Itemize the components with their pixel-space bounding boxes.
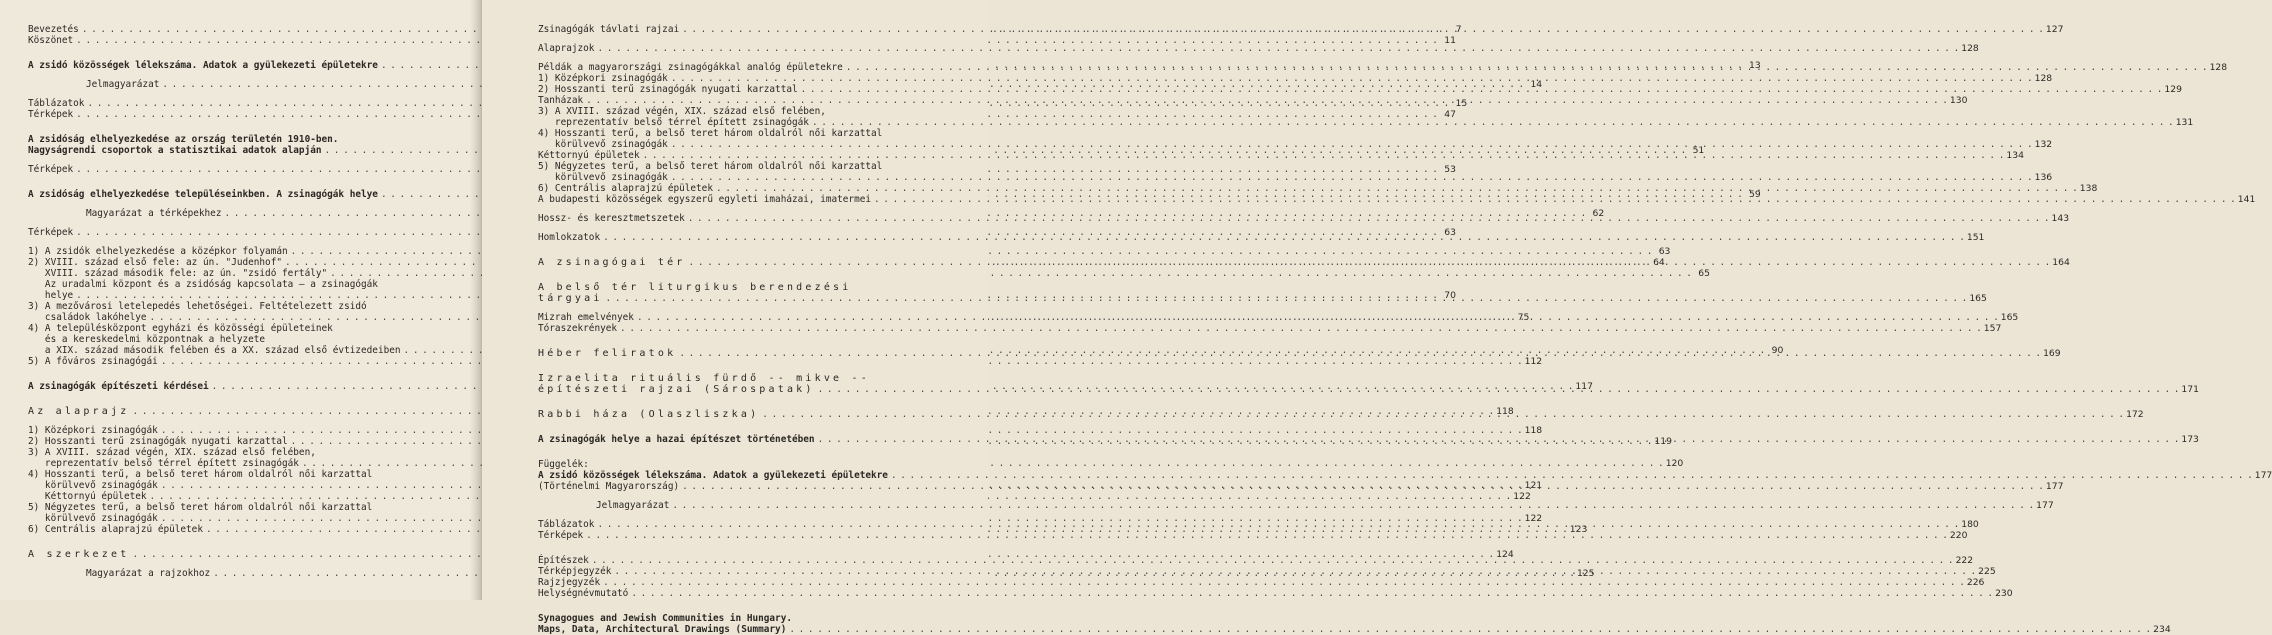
toc-line: és a kereskedelmi központnak a helyzete — [28, 334, 266, 345]
toc-entry[interactable]: A budapesti közösségek egyszerű egyleti imaházai, imatermei . . . 141 — [538, 194, 946, 205]
toc-entry[interactable]: Építészek . . . 222 — [538, 555, 946, 566]
toc-entry[interactable]: Példák a magyarországi zsinagógákkal analóg épületekre . . . 128 — [538, 62, 946, 73]
toc-entry[interactable]: Hossz- és keresztmetszetek . . . 143 — [538, 213, 946, 224]
toc-line: A belső tér liturgikus berendezési — [538, 282, 852, 293]
toc-entry[interactable]: körülvevő zsinagógák . . . 132 — [538, 139, 946, 150]
toc-entry[interactable]: Térképek . . . 63 — [28, 227, 416, 238]
toc-line: Izraelita rituális fürdő -- mikve -- — [538, 373, 870, 384]
toc-entry[interactable]: reprezentatív belső térrel épített zsinagógák . . . 131 — [538, 117, 946, 128]
toc-entry[interactable]: Alaprajzok . . . 128 — [538, 43, 946, 54]
toc-line: 4) Hosszanti terű, a belső teret három oldalról női karzattal — [538, 128, 883, 139]
toc-entry[interactable]: 6) Centrális alaprajzú épületek . . . 123 — [28, 524, 416, 535]
toc-entry[interactable]: 1) Középkori zsinagógák . . . 128 — [538, 73, 946, 84]
toc-entry[interactable]: körülvevő zsinagógák . . . 121 — [28, 480, 416, 491]
toc-entry[interactable]: Tóraszekrények . . . 157 — [538, 323, 946, 334]
toc-entry[interactable]: A zsidóság elhelyezkedése településeinkben. A zsinagógák helye . . . 59 — [28, 189, 416, 200]
toc-line: 4) A településközpont egyházi és közösségi épületeinek — [28, 323, 333, 334]
toc-entry[interactable]: Rajzjegyzék . . . 226 — [538, 577, 946, 588]
toc-entry[interactable]: 5) A főváros zsinagógái . . . 112 — [28, 356, 416, 367]
toc-entry[interactable]: Helységnévmutató . . . 230 — [538, 588, 946, 599]
toc-line: 5) Négyzetes terű, a belső teret három oldalról női karzattal — [538, 161, 883, 172]
toc-entry[interactable]: Térképek . . . 47 — [28, 109, 416, 120]
toc-line: Függelék: — [538, 459, 589, 470]
toc-entry[interactable]: Bevezetés . . . 7 — [28, 24, 416, 35]
toc-line: Az uradalmi központ és a zsidóság kapcsolata — a zsinagógák — [28, 279, 378, 290]
toc-entry[interactable]: körülvevő zsinagógák . . . 136 — [538, 172, 946, 183]
toc-entry[interactable]: A szerkezet . . . 124 — [28, 549, 416, 560]
toc-entry[interactable]: Héber feliratok . . . 169 — [538, 348, 946, 359]
toc-entry[interactable]: Homlokzatok . . . 151 — [538, 232, 946, 243]
toc-entry[interactable]: Térképek . . . 220 — [538, 530, 946, 541]
toc-entry[interactable]: Nagyságrendi csoportok a statisztikai adatok alapján . . . 51 — [28, 145, 416, 156]
toc-entry[interactable]: A zsinagógák helye a hazai építészet történetében . . . 173 — [538, 434, 946, 445]
toc-entry[interactable]: Magyarázat a rajzokhoz . . . 125 — [28, 568, 416, 579]
toc-entry[interactable]: 1) Középkori zsinagógák . . . 118 — [28, 425, 416, 436]
toc-entry[interactable]: körülvevő zsinagógák . . . 122 — [28, 513, 416, 524]
toc-entry[interactable]: 2) Hosszanti terű zsinagógák nyugati karzattal . . . 129 — [538, 84, 946, 95]
toc-entry[interactable]: a XIX. század második felében és a XX. század első évtizedeiben . . . 90 — [28, 345, 416, 356]
toc-line: 3) A mezővárosi letelepedés lehetőségei. Feltételezett zsidó — [28, 301, 367, 312]
toc-line: 3) A XVIII. század végén, XIX. század első felében, — [538, 106, 826, 117]
toc-entry[interactable]: 6) Centrális alaprajzú épületek . . . 138 — [538, 183, 946, 194]
toc-entry[interactable]: A zsidó közösségek lélekszáma. Adatok a gyülekezeti épületekre . . . 177 — [538, 470, 946, 481]
toc-entry[interactable]: helye . . . 70 — [28, 290, 416, 301]
toc-entry[interactable]: Zsinagógák távlati rajzai . . . 127 — [538, 24, 946, 35]
toc-entry[interactable]: reprezentatív belső térrel épített zsinagógák . . . 120 — [28, 458, 416, 469]
toc-entry[interactable]: Rabbi háza (Olaszliszka) . . . 172 — [538, 409, 946, 420]
toc-entry[interactable]: XVIII. század második fele: az ún. "zsidó fertály" . . . 65 — [28, 268, 416, 279]
toc-entry[interactable]: 2) Hosszanti terű zsinagógák nyugati karzattal . . . 119 — [28, 436, 416, 447]
toc-entry[interactable]: Mizrah emelvények . . . 165 — [538, 312, 946, 323]
toc-entry[interactable]: A zsidó közösségek lélekszáma. Adatok a gyülekezeti épületekre . . . 13 — [28, 60, 416, 71]
toc-entry[interactable]: családok lakóhelye . . . 75 — [28, 312, 416, 323]
toc-entry[interactable]: Az alaprajz . . . 118 — [28, 406, 416, 417]
toc-heading-line: A zsidóság elhelyezkedése az ország területén 1910-ben. — [28, 134, 339, 145]
toc-entry[interactable]: építészeti rajzai (Sárospatak) . . . 171 — [538, 384, 946, 395]
toc-line: Synagogues and Jewish Communities in Hungary. — [538, 613, 792, 624]
toc-entry[interactable]: A zsinagógai tér . . . 164 — [538, 257, 946, 268]
toc-entry[interactable]: Tanházak . . . 130 — [538, 95, 946, 106]
toc-entry[interactable]: Kéttornyú épületek . . . 122 — [28, 491, 416, 502]
toc-line: 3) A XVIII. század végén, XIX. század első felében, — [28, 447, 316, 458]
toc-entry[interactable]: 2) XVIII. század első fele: az ún. "Judenhof" . . . 64 — [28, 257, 416, 268]
toc-entry[interactable]: tárgyai . . . 165 — [538, 293, 946, 304]
toc-entry[interactable]: (Történelmi Magyarország) . . . 177 — [538, 481, 946, 492]
toc-entry[interactable]: 1) A zsidók elhelyezkedése a középkor folyamán . . . 63 — [28, 246, 416, 257]
toc-entry[interactable]: Táblázatok . . . 180 — [538, 519, 946, 530]
toc-entry[interactable]: Térképjegyzék . . . 225 — [538, 566, 946, 577]
toc-entry[interactable]: Köszönet . . . 11 — [28, 35, 416, 46]
toc-entry[interactable]: Jelmagyarázat . . . 177 — [538, 500, 946, 511]
toc-entry[interactable]: A zsinagógák építészeti kérdései . . . 117 — [28, 381, 416, 392]
toc-entry[interactable]: Térképek . . . 53 — [28, 164, 416, 175]
toc-entry[interactable]: Maps, Data, Architectural Drawings (Summary) . . . 234 — [538, 624, 946, 635]
toc-line: 4) Hosszanti terű, a belső teret három oldalról női karzattal — [28, 469, 373, 480]
toc-line: 5) Négyzetes terű, a belső teret három oldalról női karzattal — [28, 502, 373, 513]
toc-entry[interactable]: Kéttornyú épületek . . . 134 — [538, 150, 946, 161]
toc-entry[interactable]: Táblázatok . . . 15 — [28, 98, 416, 109]
toc-entry[interactable]: Jelmagyarázat . . . 14 — [28, 79, 416, 90]
toc-entry[interactable]: Magyarázat a térképekhez . . . 62 — [28, 208, 416, 219]
